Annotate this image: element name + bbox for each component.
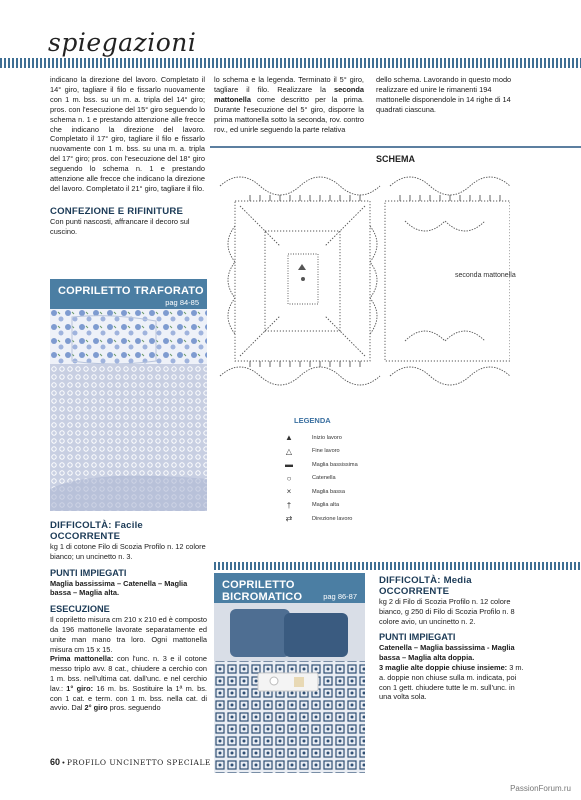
traforato-instructions bbox=[50, 520, 207, 713]
confezione-heading: CONFEZIONE E RIFINITURE bbox=[50, 205, 184, 217]
text-segment: 16 m. bs. Sostituire la 1ª m. bs. con 1 cat. e term. con 1 m. bss. nella cat. di avvio. Dal bbox=[50, 683, 207, 713]
schema-title: SCHEMA bbox=[375, 154, 415, 164]
page-footer bbox=[50, 757, 211, 767]
legend-label: Maglia alta bbox=[312, 502, 340, 509]
bold-text: seconda mattonella bbox=[214, 84, 364, 104]
legend-label: Direzione lavoro bbox=[312, 515, 353, 522]
section-title: spiegazioni bbox=[48, 28, 197, 57]
magazine-name: PROFILO UNCINETTO SPECIALE bbox=[66, 758, 211, 767]
column-1-top bbox=[50, 75, 205, 236]
header-stripe bbox=[0, 58, 581, 68]
photo-caption: COPRILETTO BICROMATICO bbox=[222, 579, 303, 603]
photo-pages: pag 84-85 bbox=[165, 298, 199, 307]
legend-item bbox=[280, 499, 358, 513]
legend-label: Catenella bbox=[312, 475, 336, 482]
bold-text: Catenella – Maglia bassissima - Maglia bassa – Maglia alta doppia. bbox=[379, 643, 515, 663]
esecuzione-heading: ESECUZIONE bbox=[50, 604, 110, 615]
start-icon: ▲ bbox=[285, 433, 293, 443]
page-number: 60 bbox=[50, 757, 61, 767]
schema-diagram bbox=[210, 146, 581, 558]
text-segment: con l'unc. n. 3 e il cotone messo triplo avv. 8 cat., chiudere a cerchio con 1 m. bss. nell'ultima cat. dall'unc. e nel cerchio lav.: bbox=[50, 654, 207, 693]
occorrente-heading: OCCORRENTE bbox=[50, 531, 121, 542]
legend-label: Maglia bassissima bbox=[312, 461, 358, 468]
legend-item bbox=[280, 431, 358, 445]
difficolta-heading: DIFFICOLTÀ: Media bbox=[379, 575, 472, 586]
text-segment: pros. seguendo bbox=[107, 703, 161, 713]
photo-card-bicromatico bbox=[214, 573, 365, 773]
direction-icon: ⇄ bbox=[285, 514, 293, 524]
punti-heading: PUNTI IMPIEGATI bbox=[379, 632, 456, 643]
watermark: PassionForum.ru bbox=[510, 784, 571, 793]
legend-item bbox=[280, 485, 358, 499]
bold-text: 1° giro: bbox=[66, 683, 94, 693]
bold-text: 2° giro bbox=[84, 703, 108, 713]
stripe-divider bbox=[214, 562, 581, 570]
confezione-text: Con punti nascosti, affrancare il decoro sul cuscino. bbox=[50, 216, 190, 236]
slip-stitch-icon: ▬ bbox=[285, 460, 293, 470]
legend-item bbox=[280, 512, 358, 526]
legend-item bbox=[280, 458, 358, 472]
legend-title: LEGENDA bbox=[294, 416, 331, 425]
crochet-chart bbox=[210, 166, 510, 406]
photo-pages: pag 86-87 bbox=[323, 592, 357, 601]
single-crochet-icon: × bbox=[286, 487, 292, 497]
legend bbox=[280, 416, 358, 526]
legend-item bbox=[280, 445, 358, 459]
tre-maglie-text bbox=[379, 663, 529, 702]
text-segment: come descritto per la prima. Durante l'esecuzione del 5° giro, disporre la prima mattonella sotto la seconda, rov. contro rov., ed unirle seguendo la parte relativa bbox=[214, 94, 364, 134]
bicromatico-instructions bbox=[379, 575, 529, 702]
bold-text: 3 maglie alte doppie chiuse insieme: bbox=[379, 662, 508, 672]
double-crochet-icon: † bbox=[286, 500, 292, 510]
text-segment: 3 m. a. doppie non chiuse sulla m. indicata, poi con 1 gett. chiudere tutte le m. sull'unc. in una volta sola. bbox=[379, 662, 524, 702]
prima-mattonella-text bbox=[50, 654, 207, 713]
seconda-mattonella-label: seconda mattonella bbox=[455, 272, 516, 279]
photo-card-traforato bbox=[50, 279, 207, 511]
occorrente-text: kg 2 di Filo di Scozia Profilo n. 12 colore bianco, g 250 di Filo di Scozia Profilo n. 8 colore avio, un uncinetto n. 2. bbox=[379, 597, 515, 626]
occorrente-heading: OCCORRENTE bbox=[379, 586, 450, 597]
esecuzione-text: Il copriletto misura cm 210 x 210 ed è composto da 196 mattonelle lavorate separatamente ed unite man mano tra loro. Ogni mattonella misura cm 15 x 15. bbox=[50, 615, 207, 654]
legend-item bbox=[280, 472, 358, 486]
chain-icon: ○ bbox=[286, 473, 292, 483]
punti-heading: PUNTI IMPIEGATI bbox=[50, 567, 127, 578]
bold-text: Prima mattonella: bbox=[50, 654, 114, 664]
difficolta-heading: DIFFICOLTÀ: Facile bbox=[50, 520, 143, 531]
punti-text bbox=[379, 643, 529, 663]
body-text: indicano la direzione del lavoro. Completato il 14° giro, tagliare il filo e fissarlo nuovamente con 1 m. bss. su un m. a. tripla del 14° giro; pros. con l'esecuzione del 15° giro seguendo lo schema n. 1 e prestando attenzione alle frecce che indicano la direzione del lavoro. Completato il 17° giro, tagliare il filo e fissarlo nuovamente con 1 m. bss. su una m. a. tripla del 17° giro; pros. con l'esecuzione del 18° giro seguendo lo schema n. 1 e prestando attenzione alle frecce che indicano la direzione del lavoro. Completato il 21° giro, tagliare il filo. bbox=[50, 75, 205, 193]
photo-caption: COPRILETTO TRAFORATO bbox=[58, 285, 204, 297]
end-icon: △ bbox=[285, 446, 293, 456]
legend-label: Inizio lavoro bbox=[312, 434, 342, 441]
punti-text bbox=[50, 579, 207, 599]
occorrente-text: kg 1 di cotone Filo di Scozia Profilo n. 12 colore bianco; un uncinetto n. 3. bbox=[50, 542, 206, 561]
column-3-top bbox=[376, 75, 526, 115]
footer-separator: • bbox=[62, 758, 65, 767]
body-text bbox=[214, 75, 364, 134]
text-segment: lo schema e la legenda. Terminato il 5° giro, tagliare il filo. Realizzare la bbox=[214, 75, 364, 94]
legend-label: Fine lavoro bbox=[312, 448, 340, 455]
bold-text: Maglia bassissima – Catenella – Maglia bassa – Maglia alta. bbox=[50, 578, 188, 598]
body-text: dello schema. Lavorando in questo modo realizzare ed unire le rimanenti 194 mattonelle disponendole in 14 righe di 14 quadrati ciascuna. bbox=[376, 75, 512, 114]
bedspread-photo bbox=[214, 603, 365, 773]
column-2-top bbox=[214, 75, 364, 134]
legend-label: Maglia bassa bbox=[312, 488, 345, 495]
bedspread-photo bbox=[50, 309, 207, 511]
